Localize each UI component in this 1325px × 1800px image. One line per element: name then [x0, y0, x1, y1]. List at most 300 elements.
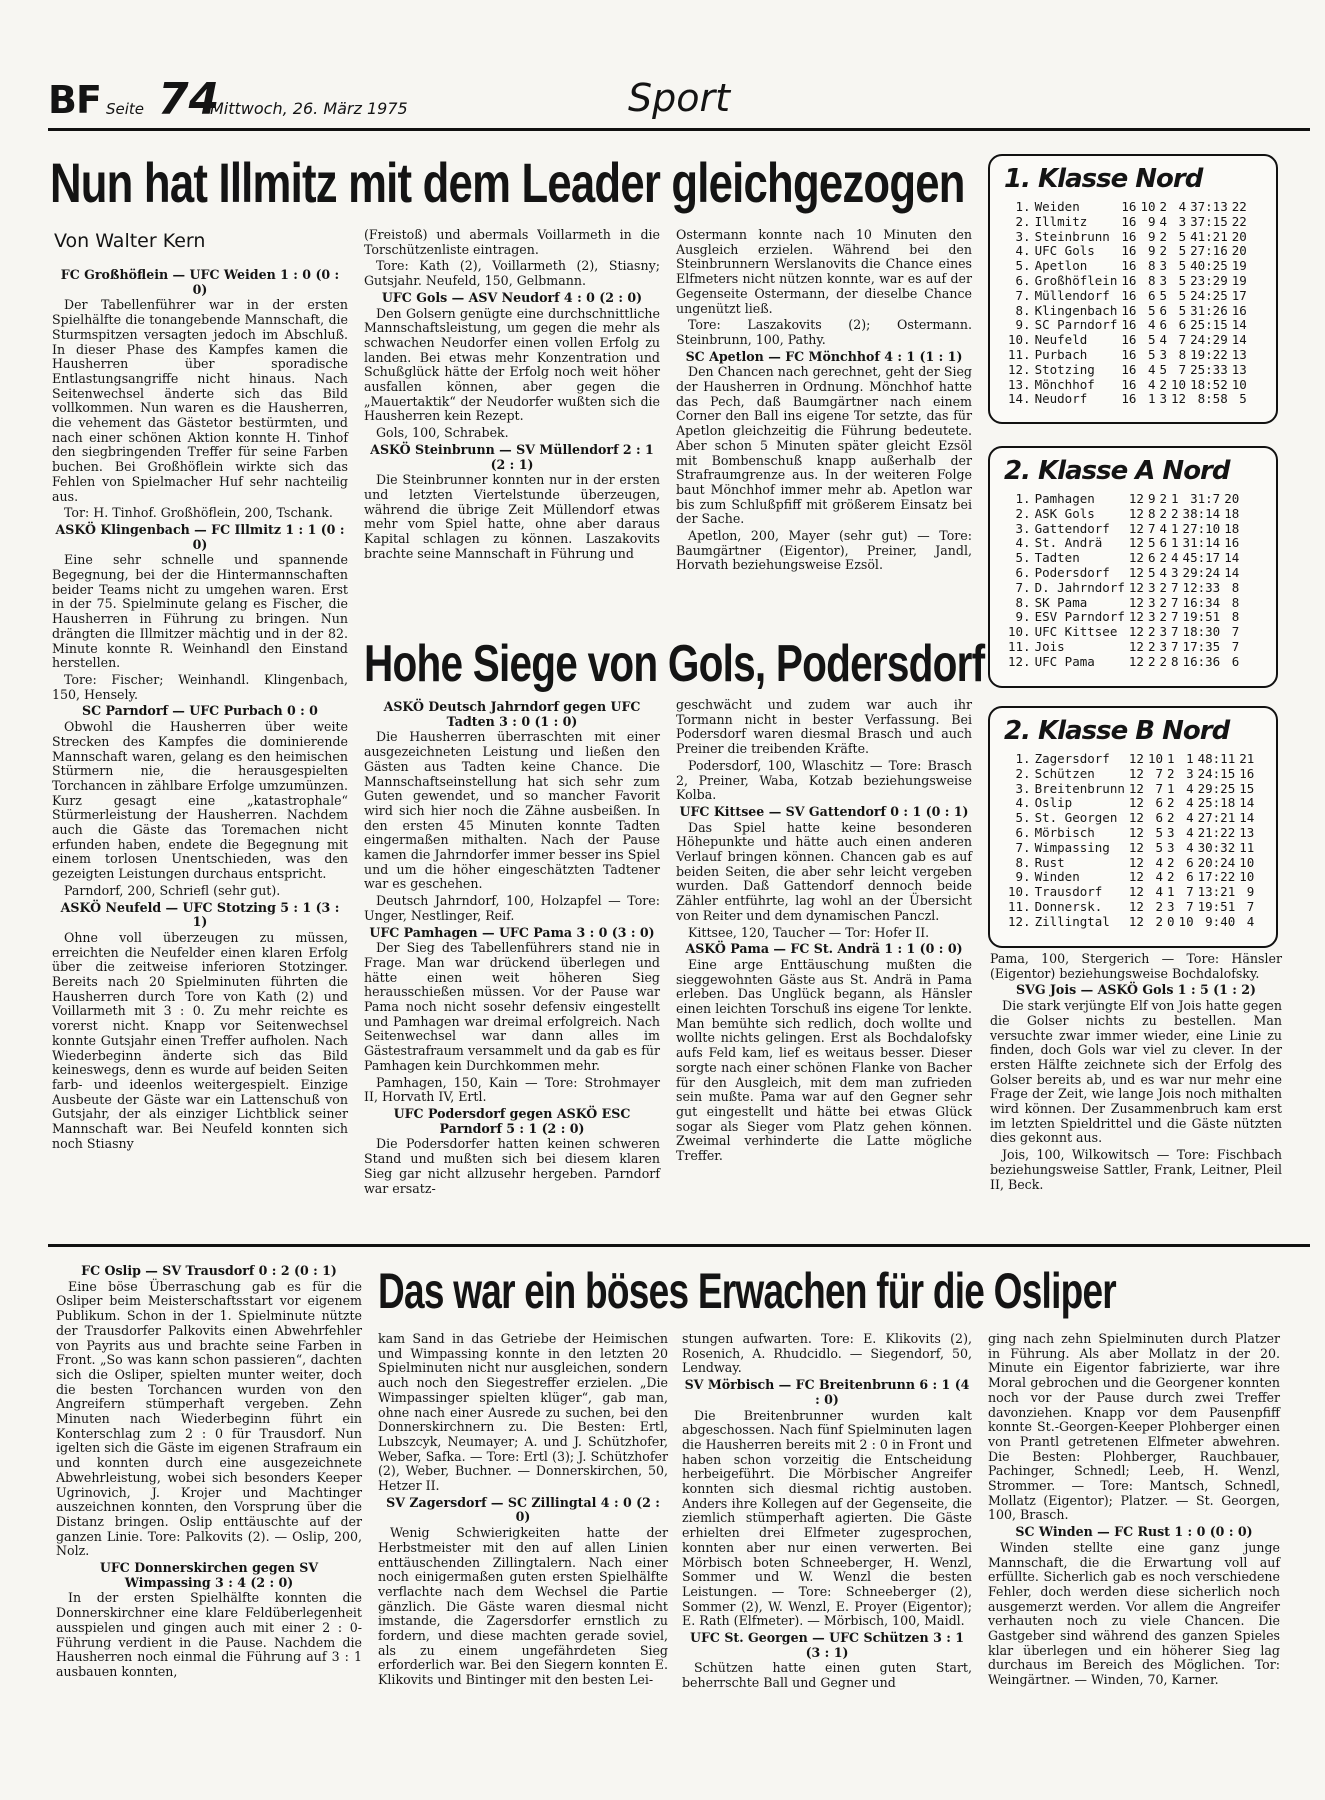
drawn-cell: 2: [1159, 243, 1168, 259]
points-cell: 13: [1231, 346, 1247, 362]
lost-cell: 8: [1178, 346, 1187, 362]
rank-cell: 9.: [1015, 609, 1031, 625]
drawn-cell: 2: [1159, 579, 1168, 595]
won-cell: 3: [1147, 579, 1156, 595]
story3-column-1: [56, 1262, 362, 1682]
won-cell: 8: [1147, 258, 1156, 274]
rank-cell: 11.: [1008, 346, 1031, 362]
points-cell: 15: [1239, 780, 1255, 796]
rank-cell: 10.: [1008, 332, 1031, 348]
lost-cell: 6: [1178, 317, 1187, 333]
table-title: 2. Klasse B Nord: [1004, 716, 1230, 746]
table-1-klasse-nord: [988, 154, 1278, 424]
drawn-cell: 2: [1159, 228, 1168, 244]
story2-headline: Hohe Siege von Gols, Podersdorf: [364, 635, 985, 693]
played-cell: 12: [1128, 765, 1144, 781]
team-cell: Podersdorf: [1034, 564, 1110, 580]
lost-cell: 7: [1186, 898, 1194, 914]
table-row: [1006, 566, 1241, 581]
article-paragraph: stungen aufwarten. Tore: E. Klikovits (2), Rosenich, A. Rhudcidlo. — Siegendorf, 50, Lendway.: [682, 1331, 972, 1376]
played-cell: 12: [1128, 795, 1144, 811]
lost-cell: 5: [1178, 243, 1187, 259]
rank-cell: 3.: [1015, 780, 1031, 796]
played-cell: 12: [1128, 638, 1144, 654]
points-cell: 19: [1231, 272, 1247, 288]
table-row: [1006, 610, 1241, 625]
won-cell: 5: [1155, 839, 1164, 855]
match-heading: ASKÖ Pama — FC St. Andrä 1 : 1 (0 : 0): [685, 941, 963, 957]
table-row: [1006, 289, 1249, 304]
played-cell: 12: [1128, 884, 1144, 900]
match-heading: FC Oslip — SV Trausdorf 0 : 2 (0 : 1): [81, 1263, 337, 1278]
points-cell: 8: [1231, 609, 1240, 625]
won-cell: 7: [1155, 765, 1164, 781]
article-paragraph: Podersdorf, 100, Wlaschitz — Tore: Brasch 2, Preiner, Waba, Kotzab beziehungsweise Kolba.: [676, 757, 972, 803]
table-row: [1006, 640, 1241, 655]
points-cell: 13: [1239, 824, 1255, 840]
lost-cell: 8: [1171, 653, 1179, 669]
team-cell: Zillingtal: [1034, 913, 1110, 929]
table-row: [1006, 596, 1241, 611]
table-row: [1006, 885, 1256, 900]
points-cell: 11: [1239, 839, 1255, 855]
team-cell: D. Jahrndorf: [1034, 579, 1125, 595]
won-cell: 10: [1147, 751, 1164, 766]
goals-cell: 40:25: [1190, 258, 1228, 274]
team-cell: Weiden: [1034, 199, 1080, 214]
lost-cell: 7: [1178, 332, 1187, 348]
lost-cell: 4: [1186, 780, 1194, 796]
article-paragraph: Das Spiel hatte keine besonderen Höhepunkte und hätte auch einen anderen Verlauf bringen können. Chancen gab es auf beiden Seiten, die aber sehr leicht vergeben wurden. Daß Gattendorf dennoch beide Zähler entführte, lag wohl an der Übersicht von Reiter und dem dynamischen Panczl.: [676, 819, 972, 923]
article-paragraph: Deutsch Jahrndorf, 100, Holzapfel — Tore: Unger, Nestlinger, Reif.: [364, 893, 660, 923]
played-cell: 12: [1128, 505, 1144, 521]
goals-cell: 19:51: [1197, 898, 1236, 914]
goals-cell: 31:14: [1182, 535, 1221, 551]
points-cell: 18: [1224, 505, 1240, 521]
won-cell: 7: [1155, 780, 1164, 796]
table-row: [1006, 215, 1249, 230]
won-cell: 2: [1147, 624, 1156, 640]
won-cell: 8: [1147, 505, 1156, 521]
goals-cell: 24:25: [1190, 287, 1228, 303]
points-cell: 10: [1239, 869, 1255, 885]
article-paragraph: Kittsee, 120, Taucher — Tor: Hofer II.: [688, 924, 930, 940]
points-cell: 14: [1224, 550, 1240, 566]
points-cell: 16: [1224, 535, 1240, 551]
drawn-cell: 3: [1167, 898, 1175, 914]
team-cell: Zagersdorf: [1034, 751, 1110, 766]
team-cell: Mörbisch: [1034, 824, 1095, 840]
points-cell: 10: [1239, 854, 1255, 870]
table-row: [1006, 767, 1256, 782]
drawn-cell: 2: [1159, 550, 1168, 566]
won-cell: 7: [1147, 520, 1156, 536]
goals-cell: 25:33: [1190, 361, 1228, 377]
table-row: [1006, 259, 1249, 274]
rank-cell: 11.: [1008, 638, 1031, 654]
team-cell: Breitenbrunn: [1034, 780, 1125, 796]
goals-cell: 27:10: [1182, 520, 1221, 536]
rank-cell: 12.: [1008, 653, 1031, 669]
drawn-cell: 3: [1159, 391, 1168, 407]
lost-cell: 10: [1178, 913, 1194, 929]
team-cell: Pamhagen: [1034, 491, 1095, 506]
story1-column-2: [364, 228, 660, 563]
article-paragraph: Der Tabellenführer war in der ersten Spielhälfte die tonangebende Mannschaft, die Sturmspitzen versagten jedoch im Abschluß. In dieser Phase des Kampfes kamen die Hausherren über sporadische Entlastungsangriffe nicht hinaus. Nach Seitenwechsel änderte sich das Bild vollkommen. Nun waren es die Hausherren, die vehement das Gästetor bestürmten, und nach einer schönen Aktion konnte H. Tinhof den siegbringenden Treffer für seine Farben buchen. Bei Großhöflein wirkte sich das Fehlen von Spielmacher Huf sehr nachteilig aus.: [52, 297, 348, 504]
match-heading: SV Mörbisch — FC Breitenbrunn 6 : 1 (4 : 0): [684, 1377, 970, 1407]
played-cell: 12: [1128, 780, 1144, 796]
table-row: [1006, 333, 1249, 348]
lost-cell: 7: [1178, 361, 1187, 377]
points-cell: 22: [1231, 199, 1247, 214]
team-cell: Wimpassing: [1034, 839, 1110, 855]
drawn-cell: 4: [1159, 213, 1168, 229]
lost-cell: 4: [1186, 795, 1194, 811]
drawn-cell: 2: [1167, 795, 1175, 811]
goals-cell: 24:15: [1197, 765, 1236, 781]
team-cell: UFC Pama: [1034, 653, 1095, 669]
table-row: [1006, 522, 1241, 537]
won-cell: 1: [1147, 391, 1156, 407]
goals-cell: 23:29: [1190, 272, 1228, 288]
story1-column-3: [676, 228, 972, 575]
rank-cell: 3.: [1015, 228, 1031, 244]
rank-cell: 6.: [1015, 564, 1031, 580]
won-cell: 4: [1147, 317, 1156, 333]
article-paragraph: Der Sieg des Tabellenführers stand nie in Frage. Man war drückend überlegen und hätte einen weit höheren Sieg herausschießen müssen. Vor der Pause war Pama noch nicht sosehr defensiv eingestellt und Pamhagen war dreimal erfolgreich. Nach Seitenwechsel war dann alles im Gästestrafraum versammelt und da gab es für Pamhagen kein Durchkommen mehr.: [364, 940, 660, 1073]
won-cell: 4: [1147, 361, 1156, 377]
points-cell: 21: [1239, 751, 1255, 766]
points-cell: 8: [1231, 594, 1240, 610]
goals-cell: 25:18: [1197, 795, 1236, 811]
won-cell: 5: [1147, 564, 1156, 580]
lost-cell: 3: [1186, 765, 1194, 781]
rank-cell: 5.: [1015, 810, 1031, 826]
article-paragraph: Jois, 100, Wilkowitsch — Tore: Fischbach beziehungsweise Sattler, Frank, Leitner, Pleil II, Beck.: [990, 1147, 1282, 1192]
table-row: [1006, 244, 1249, 259]
won-cell: 9: [1147, 213, 1156, 229]
goals-cell: 16:36: [1182, 653, 1221, 669]
won-cell: 6: [1155, 795, 1164, 811]
team-cell: Trausdorf: [1034, 884, 1103, 900]
table-row: [1006, 304, 1249, 319]
table-2-klasse-b-nord: [988, 706, 1278, 948]
newspaper-logo: BF: [48, 78, 101, 122]
drawn-cell: 1: [1167, 780, 1175, 796]
goals-cell: 21:22: [1197, 824, 1236, 840]
story2-column-3: [990, 952, 1282, 1194]
table-row: [1006, 811, 1256, 826]
points-cell: 18: [1224, 520, 1240, 536]
goals-cell: 20:24: [1197, 854, 1236, 870]
article-paragraph: ging nach zehn Spielminuten durch Platzer in Führung. Als aber Mollatz in der 20. Minute ein Eigentor fabrizierte, war ihre Moral gebrochen und die Georgener konnten noch vor der Pause durch zwei Treffer davonziehen. Knapp vor dem Pausenpfiff konnte St.-Georgen-Keeper Plohberger einen von Prantl getretenen Elfmeter abwehren. Die Besten: Plohberger, Rauchbauer, Pachinger, Schnedl; Leeb, H. Wenzl, Strommer. — Tore: Mantsch, Schnedl, Mollatz (Eigentor); Platzer. — St. Georgen, 100, Brasch.: [988, 1331, 1280, 1523]
article-paragraph: Eine böse Überraschung gab es für die Osliper beim Meisterschaftsstart vor eigenem Publikum. Schon in der 1. Spielminute nützte der Trausdorfer Palkovits einen Abwehrfehler von Payrits aus und brachte seine Farben in Front. „So was kann schon passieren“, dachten sich die Osliper, spielten munter weiter, doch die besten Torchancen wurden von den Angreifern stümperhaft vergeben. Zehn Minuten nach Wiederbeginn führt ein Konterschlag zum 2 : 0 für Trausdorf. Nun igelten sich die Gäste im eigenen Strafraum ein und konnten durch eine ausgezeichnete Abwehrleistung, wobei sich besonders Keeper Ugrinovich, J. Krojer und Machtinger auszeichnen konnten, den Vorsprung über die Distanz bringen. Oslip enttäuschte auf der ganzen Linie. Tore: Palkovits (2). — Oslip, 200, Nolz.: [56, 1278, 362, 1559]
lost-cell: 1: [1171, 491, 1179, 506]
team-cell: Winden: [1034, 869, 1080, 885]
points-cell: 7: [1231, 638, 1240, 654]
rank-cell: 7.: [1015, 839, 1031, 855]
team-cell: Illmitz: [1034, 213, 1088, 229]
played-cell: 12: [1128, 594, 1144, 610]
table-row: [1006, 900, 1256, 915]
drawn-cell: 2: [1167, 854, 1175, 870]
table-row: [1006, 536, 1241, 551]
article-paragraph: kam Sand in das Getriebe der Heimischen und Wimpassing konnte in den letzten 20 Spielminuten nicht nur ausgleichen, sondern auch noch den Siegestreffer erzielen. „Die Wimpassinger spielten klüger“, gab man, ohne nach einer Ausrede zu suchen, bei den Donnerskirchnern zu. Die Besten: Ertl, Lubszcyk, Neumayer; A. und J. Schützhofer, Weber, Safka. — Tore: Ertl (3); J. Schützhofer (2), Weber, Buchner. — Donnerskirchen, 50, Hetzer II.: [378, 1331, 668, 1494]
goals-cell: 18:52: [1190, 376, 1228, 392]
table-row: [1006, 348, 1249, 363]
article-paragraph: Den Golsern genügte eine durchschnittliche Mannschaftsleistung, um gegen die mehr als schwachen Neudorfer einen vollen Erfolg zu landen. Bei etwas mehr Konzentration und Schußglück hätte der Erfolg noch weit höher ausfallen können, aber gegen die „Mauertaktik“ der Neudorfer wußten sich die Hausherren kein Rezept.: [364, 305, 660, 424]
lost-cell: 7: [1171, 638, 1179, 654]
match-heading: UFC Podersdorf gegen ASKÖ ESC Parndorf 5 : 1 (2 : 0): [393, 1105, 631, 1136]
won-cell: 4: [1155, 884, 1164, 900]
match-heading: SC Winden — FC Rust 1 : 0 (0 : 0): [1015, 1524, 1253, 1540]
won-cell: 6: [1155, 810, 1164, 826]
drawn-cell: 1: [1167, 751, 1175, 766]
points-cell: 10: [1231, 376, 1247, 392]
won-cell: 10: [1140, 199, 1156, 214]
won-cell: 5: [1147, 346, 1156, 362]
points-cell: 5: [1239, 391, 1247, 407]
masthead: [48, 74, 1308, 128]
team-cell: Stotzing: [1034, 361, 1095, 377]
page-label: Seite: [106, 100, 145, 118]
issue-date: Mittwoch, 26. März 1975: [210, 99, 408, 118]
won-cell: 2: [1147, 653, 1156, 669]
drawn-cell: 2: [1159, 199, 1168, 214]
drawn-cell: 1: [1167, 884, 1175, 900]
drawn-cell: 3: [1167, 839, 1175, 855]
played-cell: 16: [1121, 391, 1137, 407]
team-cell: Purbach: [1034, 346, 1088, 362]
played-cell: 16: [1121, 317, 1137, 333]
goals-cell: 16:34: [1182, 594, 1221, 610]
standings-table: [1006, 752, 1256, 930]
table-row: [1006, 492, 1241, 507]
drawn-cell: 3: [1159, 624, 1168, 640]
goals-cell: 17:35: [1182, 638, 1221, 654]
rank-cell: 2.: [1015, 213, 1031, 229]
goals-cell: 13:21: [1197, 884, 1236, 900]
table-row: [1006, 551, 1241, 566]
drawn-cell: 2: [1159, 505, 1168, 521]
story3-column-4: [988, 1332, 1280, 1690]
rank-cell: 10.: [1008, 624, 1031, 640]
rank-cell: 7.: [1015, 287, 1031, 303]
lost-cell: 4: [1171, 550, 1179, 566]
goals-cell: 37:13: [1190, 199, 1228, 214]
article-paragraph: Tore: Kath (2), Voillarmeth (2), Stiasny; Gutsjahr. Neufeld, 150, Gelbmann.: [364, 258, 660, 289]
lost-cell: 7: [1186, 884, 1194, 900]
drawn-cell: 2: [1159, 653, 1168, 669]
goals-cell: 29:25: [1197, 780, 1236, 796]
rank-cell: 12.: [1008, 361, 1031, 377]
lost-cell: 4: [1178, 199, 1187, 214]
points-cell: 17: [1231, 287, 1247, 303]
played-cell: 16: [1121, 361, 1137, 377]
points-cell: 16: [1231, 302, 1247, 318]
story3-headline: Das war ein böses Erwachen für die Osliper: [378, 1263, 1116, 1319]
article-paragraph: Die stark verjüngte Elf von Jois hatte gegen die Golser nichts zu bestellen. Man versuchte zwar immer wieder, eine Linie zu finden, doch Gols war viel zu clever. In der ersten Hälfte zeichnete sich der Erfolg des Golser bereits ab, und es war nur mehr eine Frage der Zeit, wie lange Jois noch mithalten wird können. Der Zusammenbruch kam erst im letzten Spieldrittel und die Gäste nützten dies gekonnt aus.: [990, 998, 1282, 1146]
section-divider: [48, 1244, 1310, 1247]
lost-cell: 7: [1171, 609, 1179, 625]
article-paragraph: Die Steinbrunner konnten nur in der ersten und letzten Viertelstunde überzeugen, während die übrige Zeit Müllendorf etwas mehr vom Spiel hatte, ohne aber daraus Kapital schlagen zu können. Laszakovits brachte seine Mannschaft in Führung und: [364, 472, 660, 561]
lost-cell: 7: [1171, 624, 1179, 640]
table-row: [1006, 870, 1256, 885]
section-title: Sport: [628, 76, 731, 120]
won-cell: 6: [1147, 287, 1156, 303]
table-row: [1006, 581, 1241, 596]
rank-cell: 12.: [1008, 913, 1031, 929]
lost-cell: 5: [1178, 287, 1187, 303]
drawn-cell: 5: [1159, 361, 1168, 377]
rank-cell: 6.: [1015, 824, 1031, 840]
won-cell: 3: [1147, 609, 1156, 625]
played-cell: 12: [1128, 869, 1144, 885]
goals-cell: 25:15: [1190, 317, 1228, 333]
won-cell: 9: [1147, 491, 1156, 506]
match-heading: UFC Kittsee — SV Gattendorf 0 : 1 (0 : 1): [679, 803, 969, 819]
team-cell: Tadten: [1034, 550, 1080, 566]
team-cell: Neudorf: [1034, 391, 1088, 407]
goals-cell: 37:15: [1190, 213, 1228, 229]
won-cell: 4: [1155, 854, 1164, 870]
drawn-cell: 2: [1167, 765, 1175, 781]
played-cell: 12: [1128, 491, 1144, 506]
goals-cell: 19:51: [1182, 609, 1221, 625]
points-cell: 14: [1239, 810, 1255, 826]
rank-cell: 9.: [1015, 869, 1031, 885]
played-cell: 16: [1121, 346, 1137, 362]
played-cell: 16: [1121, 302, 1137, 318]
drawn-cell: 6: [1159, 317, 1168, 333]
won-cell: 4: [1155, 869, 1164, 885]
played-cell: 12: [1128, 824, 1144, 840]
points-cell: 14: [1239, 795, 1255, 811]
points-cell: 16: [1239, 765, 1255, 781]
page-number: 74: [158, 74, 220, 125]
match-heading: FC Großhöflein — UFC Weiden 1 : 0 (0 : 0): [60, 267, 340, 297]
drawn-cell: 3: [1167, 824, 1175, 840]
won-cell: 5: [1147, 302, 1156, 318]
points-cell: 14: [1231, 332, 1247, 348]
article-paragraph: Wenig Schwierigkeiten hatte der Herbstmeister mit den auf allen Linien enttäuschenden Zillingtalern. Nach einer noch einigermaßen guten ersten Spielhälfte verflachte nach dem Wechsel die Partie gänzlich. Die Gäste waren diesmal nicht imstande, die Zagersdorfer ernstlich zu fordern, und diese machten gerade soviel, als zu einem ungefährdeten Sieg erforderlich war. Bei den Siegern konnten E. Klikovits und Bintinger mit den besten Lei-: [378, 1525, 668, 1688]
table-row: [1006, 856, 1256, 871]
played-cell: 16: [1121, 376, 1137, 392]
table-row: [1006, 915, 1256, 930]
goals-cell: 27:16: [1190, 243, 1228, 259]
drawn-cell: 4: [1159, 520, 1168, 536]
team-cell: St. Georgen: [1034, 810, 1118, 826]
points-cell: 14: [1224, 564, 1240, 580]
lost-cell: 3: [1171, 564, 1179, 580]
match-heading: UFC Gols — ASV Neudorf 4 : 0 (2 : 0): [381, 289, 643, 305]
drawn-cell: 3: [1159, 272, 1168, 288]
drawn-cell: 0: [1167, 913, 1175, 929]
drawn-cell: 3: [1159, 258, 1168, 274]
team-cell: Neufeld: [1034, 332, 1088, 348]
article-paragraph: Ostermann konnte nach 10 Minuten den Ausgleich erzielen. Während bei den Steinbrunnern Werslanovits die Chance eines Elfmeters nicht nützen konnte, war es auf der Gegenseite Ostermann, der dieselbe Chance ungenützt ließ.: [676, 227, 972, 316]
standings-table: [1006, 200, 1249, 407]
team-cell: ESV Parndorf: [1034, 609, 1125, 625]
goals-cell: 30:32: [1197, 839, 1236, 855]
table-row: [1006, 655, 1241, 670]
match-heading: SC Parndorf — UFC Purbach 0 : 0: [82, 703, 318, 719]
drawn-cell: 2: [1167, 869, 1175, 885]
goals-cell: 41:21: [1190, 228, 1228, 244]
team-cell: Rust: [1034, 854, 1065, 870]
played-cell: 12: [1128, 898, 1144, 914]
rank-cell: 5.: [1015, 258, 1031, 274]
points-cell: 13: [1231, 361, 1247, 377]
drawn-cell: 4: [1159, 564, 1168, 580]
rank-cell: 2.: [1015, 765, 1031, 781]
played-cell: 12: [1128, 854, 1144, 870]
team-cell: Mönchhof: [1034, 376, 1095, 392]
goals-cell: 19:22: [1190, 346, 1228, 362]
table-row: [1006, 507, 1241, 522]
article-paragraph: Tor: H. Tinhof. Großhöflein, 200, Tschank.: [64, 505, 333, 521]
played-cell: 16: [1121, 258, 1137, 274]
lost-cell: 7: [1171, 594, 1179, 610]
won-cell: 2: [1147, 638, 1156, 654]
lost-cell: 3: [1178, 213, 1187, 229]
team-cell: ASK Gols: [1034, 505, 1095, 521]
story2-column-2: [676, 698, 972, 1166]
points-cell: 8: [1231, 579, 1240, 595]
played-cell: 12: [1128, 564, 1144, 580]
goals-cell: 27:21: [1197, 810, 1236, 826]
goals-cell: 17:22: [1197, 869, 1236, 885]
won-cell: 2: [1155, 898, 1164, 914]
story1-byline: Von Walter Kern: [54, 230, 206, 252]
table-title: 2. Klasse A Nord: [1004, 456, 1230, 486]
goals-cell: 12:33: [1182, 579, 1221, 595]
lost-cell: 1: [1171, 535, 1179, 551]
table-row: [1006, 752, 1256, 767]
played-cell: 12: [1128, 579, 1144, 595]
rank-cell: 11.: [1008, 898, 1031, 914]
played-cell: 12: [1128, 550, 1144, 566]
lost-cell: 5: [1178, 228, 1187, 244]
points-cell: 20: [1224, 491, 1240, 506]
won-cell: 8: [1147, 272, 1156, 288]
table-row: [1006, 392, 1249, 407]
article-paragraph: Winden stellte eine ganz junge Mannschaft, die die Erwartung voll auf erfüllte. Sicherlich gab es noch verschiedene Fehler, doch werden diese sicherlich noch ausgemerzt werden. Vor allem die Angreifer verhauten noch zu viele Chancen. Die Gastgeber sind während des ganzen Spieles klar überlegen und ein höherer Sieg lag durchaus im Bereich des Möglichen. Tor: Weingärtner. — Winden, 70, Karner.: [988, 1539, 1280, 1688]
team-cell: Donnersk.: [1034, 898, 1103, 914]
lost-cell: 10: [1171, 376, 1187, 392]
team-cell: Apetlon: [1034, 258, 1088, 274]
table-row: [1006, 782, 1256, 797]
article-paragraph: Die Breitenbrunner wurden kalt abgeschossen. Nach fünf Spielminuten lagen die Hausherren bereits mit 2 : 0 in Front und haben schon vorzeitig die Entscheidung herbeigeführt. Die Mörbischer Angreifer konnten sich diesmal richtig austoben. Anders ihre Kollegen auf der Gegenseite, die ziemlich stümperhaft agierten. Die Gäste erhielten drei Elfmeter zugesprochen, konnten aber nur einen verwerten. Bei Mörbisch boten Schneeberger, H. Wenzl, Sommer und W. Wenzl die besten Leistungen. — Tore: Schneeberger (2), Sommer (2), W. Wenzl, E. Proyer (Eigentor); E. Rath (Elfmeter). — Mörbisch, 100, Maidl.: [682, 1407, 972, 1629]
rank-cell: 4.: [1015, 243, 1031, 259]
goals-cell: 9:40: [1205, 913, 1236, 929]
team-cell: Müllendorf: [1034, 287, 1110, 303]
story1-column-1: [52, 266, 348, 1153]
drawn-cell: 6: [1159, 302, 1168, 318]
played-cell: 16: [1121, 243, 1137, 259]
match-heading: UFC Donnerskirchen gegen SV Wimpassing 3 : 4 (2 : 0): [99, 1560, 319, 1590]
table-row: [1006, 841, 1256, 856]
article-paragraph: Obwohl die Hausherren über weite Strecken des Kampfes die dominierende Mannschaft waren, gelang es den heimischen Stürmern nie, die herausgespielten Torchancen in zählbare Erfolge umzumünzen. Kurz gesagt eine „katastrophale“ Stürmerleistung der Hausherren. Nachdem auch die Gäste das Toremachen nicht erfunden haben, endete die Begegnung mit einem torlosen Unentschieden, was den gezeigten Leistungen durchaus entspricht.: [52, 719, 348, 882]
match-heading: UFC Pamhagen — UFC Pama 3 : 0 (3 : 0): [369, 924, 655, 940]
played-cell: 16: [1121, 199, 1137, 214]
played-cell: 12: [1128, 520, 1144, 536]
goals-cell: 31:7: [1190, 491, 1221, 506]
won-cell: 4: [1147, 376, 1156, 392]
played-cell: 12: [1128, 913, 1144, 929]
article-paragraph: Eine sehr schnelle und spannende Begegnung, bei der die Hintermannschaften beider Teams nicht zu umgehen waren. Erst in der 75. Spielminute gelang es Fischer, die Hausherren in Führung zu bringen. Nun drängten die Illmitzer mächtig und in der 82. Minute konnte R. Weinhandl den Einstand herstellen.: [52, 552, 348, 671]
played-cell: 16: [1121, 228, 1137, 244]
